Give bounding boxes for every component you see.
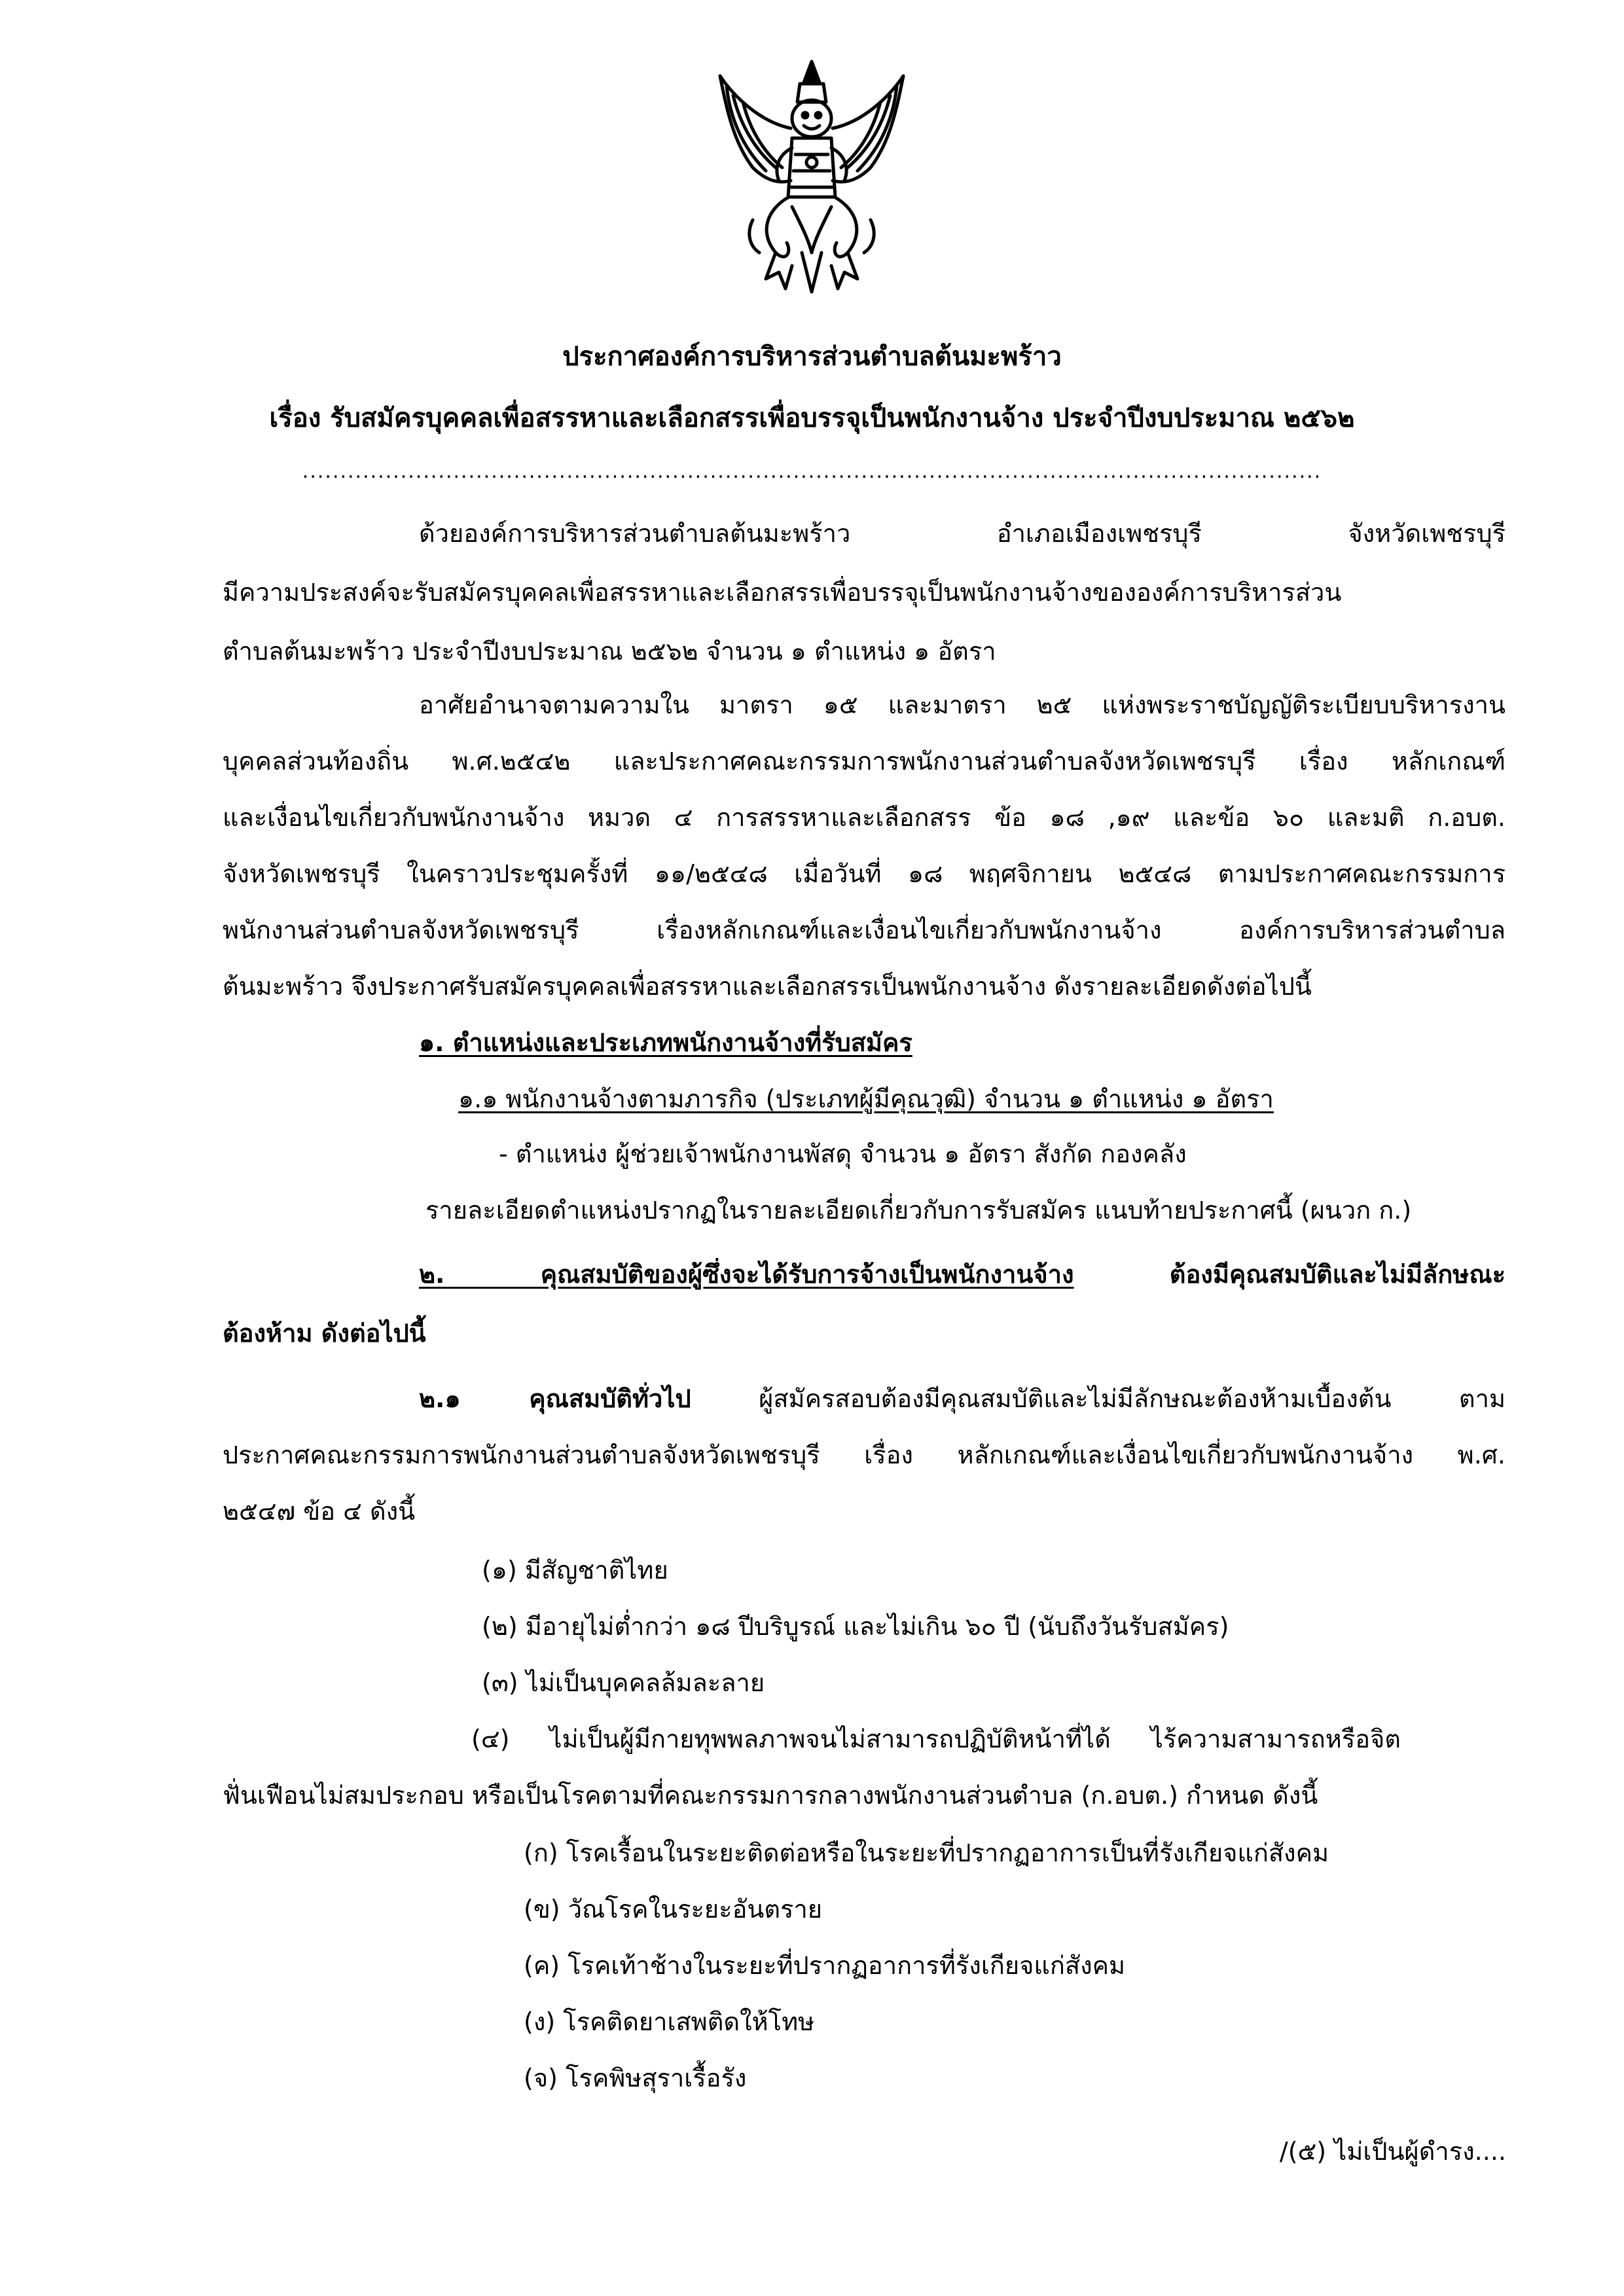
section-2-heading-tail: ต้องมีคุณสมบัติและไม่มีลักษณะ	[1074, 1260, 1506, 1289]
section-1-heading: ๑. ตำแหน่งและประเภทพนักงานจ้างที่รับสมัคร	[419, 1028, 912, 1057]
separator-dots: .......................................................................................................................................	[302, 460, 1322, 483]
disease-item-ngo: (ง) โรคติดยาเสพติดให้โทษ	[524, 2007, 815, 2036]
disease-item-ka: (ก) โรคเรื้อนในระยะติดต่อหรือในระยะที่ปรากฏอาการเป็นที่รังเกียจแก่สังคม	[524, 1839, 1329, 1867]
section-1-1-subheading: ๑.๑ พนักงานจ้างตามภารกิจ (ประเภทผู้มีคุณวุฒิ) จำนวน ๑ ตำแหน่ง ๑ อัตรา	[458, 1085, 1274, 1113]
authority-line-3: และเงื่อนไขเกี่ยวกับพนักงานจ้าง หมวด ๔ การสรรหาและเลือกสรร ข้อ ๑๘ ,๑๙ และข้อ ๖๐ และมติ ก.อบต.	[223, 803, 1506, 832]
garuda-emblem-icon	[713, 56, 910, 295]
intro-line-3: ตำบลต้นมะพร้าว ประจำปีงบประมาณ ๒๕๖๒ จำนวน ๑ ตำแหน่ง ๑ อัตรา	[223, 637, 996, 666]
position-detail-line: รายละเอียดตำแหน่งปรากฏในรายละเอียดเกี่ยวกับการรับสมัคร แนบท้ายประกาศนี้ (ผนวก ก.)	[425, 1196, 1412, 1225]
qualification-item-3: (๓) ไม่เป็นบุคคลล้มละลาย	[482, 1668, 765, 1697]
section-2-heading: ๒. คุณสมบัติของผู้ซึ่งจะได้รับการจ้างเป็นพนักงานจ้าง	[419, 1260, 1074, 1289]
section-2-1-title: ๒.๑ คุณสมบัติทั่วไป	[419, 1384, 691, 1413]
qualification-item-1: (๑) มีสัญชาติไทย	[482, 1556, 668, 1585]
section-2-1-line-3: ๒๕๔๗ ข้อ ๔ ดังนี้	[223, 1497, 416, 1526]
section-2-1-text: ผู้สมัครสอบต้องมีคุณสมบัติและไม่มีลักษณะต้องห้ามเบื้องต้น ตาม	[691, 1384, 1506, 1413]
disease-item-kho: (ข) วัณโรคในระยะอันตราย	[524, 1895, 823, 1924]
authority-line-2: บุคคลส่วนท้องถิ่น พ.ศ.๒๕๔๒ และประกาศคณะกรรมการพนักงานส่วนตำบลจังหวัดเพชรบุรี เรื่อง หลักเกณฑ์	[223, 747, 1506, 776]
announcement-subject: เรื่อง รับสมัครบุคคลเพื่อสรรหาและเลือกสรรเพื่อบรรจุเป็นพนักงานจ้าง ประจำปีงบประมาณ ๒๕๖๒	[269, 403, 1355, 433]
qualification-item-2: (๒) มีอายุไม่ต่ำกว่า ๑๘ ปีบริบูรณ์ และไม่เกิน ๖๐ ปี (นับถึงวันรับสมัคร)	[482, 1612, 1229, 1641]
intro-line-1: ด้วยองค์การบริหารส่วนตำบลต้นมะพร้าว อำเภอเมืองเพชรบุรี จังหวัดเพชรบุรี	[419, 519, 1506, 548]
intro-line-2: มีความประสงค์จะรับสมัครบุคคลเพื่อสรรหาและเลือกสรรเพื่อบรรจุเป็นพนักงานจ้างขององค์การบริหารส่วน	[223, 578, 1342, 607]
section-2-heading-line	[419, 1258, 1506, 1291]
section-2-1-line-1	[419, 1382, 1506, 1415]
authority-line-4: จังหวัดเพชรบุรี ในคราวประชุมครั้งที่ ๑๑/๒๕๔๘ เมื่อวันที่ ๑๘ พฤศจิกายน ๒๕๔๘ ตามประกาศคณะกรรมการ	[223, 859, 1506, 888]
position-line: - ตำแหน่ง ผู้ช่วยเจ้าพนักงานพัสดุ จำนวน ๑ อัตรา สังกัด กองคลัง	[499, 1139, 1187, 1168]
announcement-title: ประกาศองค์การบริหารส่วนตำบลต้นมะพร้าว	[562, 342, 1062, 372]
disease-item-cho: (จ) โรคพิษสุราเรื้อรัง	[524, 2064, 747, 2092]
authority-line-1: อาศัยอำนาจตามความใน มาตรา ๑๕ และมาตรา ๒๕ แห่งพระราชบัญญัติระเบียบบริหารงาน	[419, 691, 1506, 719]
qualification-item-4-continued: ฟั่นเฟือนไม่สมประกอบ หรือเป็นโรคตามที่คณะกรรมการกลางพนักงานส่วนตำบล (ก.อบต.) กำหนด ดังนี้	[223, 1781, 1318, 1810]
disease-item-kho-khwai: (ค) โรคเท้าช้างในระยะที่ปรากฏอาการที่รังเกียจแก่สังคม	[524, 1951, 1126, 1980]
authority-line-5: พนักงานส่วนตำบลจังหวัดเพชรบุรี เรื่องหลักเกณฑ์และเงื่อนไขเกี่ยวกับพนักงานจ้าง องค์การบริหารส่วนตำบล	[223, 916, 1506, 944]
section-2-heading-line-2: ต้องห้าม ดังต่อไปนี้	[223, 1319, 426, 1348]
section-2-1-line-2: ประกาศคณะกรรมการพนักงานส่วนตำบลจังหวัดเพชรบุรี เรื่อง หลักเกณฑ์และเงื่อนไขเกี่ยวกับพนักงานจ้าง พ.ศ.	[223, 1441, 1506, 1469]
page-continuation: /(๕) ไม่เป็นผู้ดำรง....	[1279, 2137, 1506, 2166]
authority-line-6: ต้นมะพร้าว จึงประกาศรับสมัครบุคคลเพื่อสรรหาและเลือกสรรเป็นพนักงานจ้าง ดังรายละเอียดดังต่อไปนี้	[223, 972, 1312, 1001]
qualification-item-4: (๔) ไม่เป็นผู้มีกายทุพพลภาพจนไม่สามารถปฏิบัติหน้าที่ได้ ไร้ความสามารถหรือจิต	[471, 1725, 1401, 1753]
